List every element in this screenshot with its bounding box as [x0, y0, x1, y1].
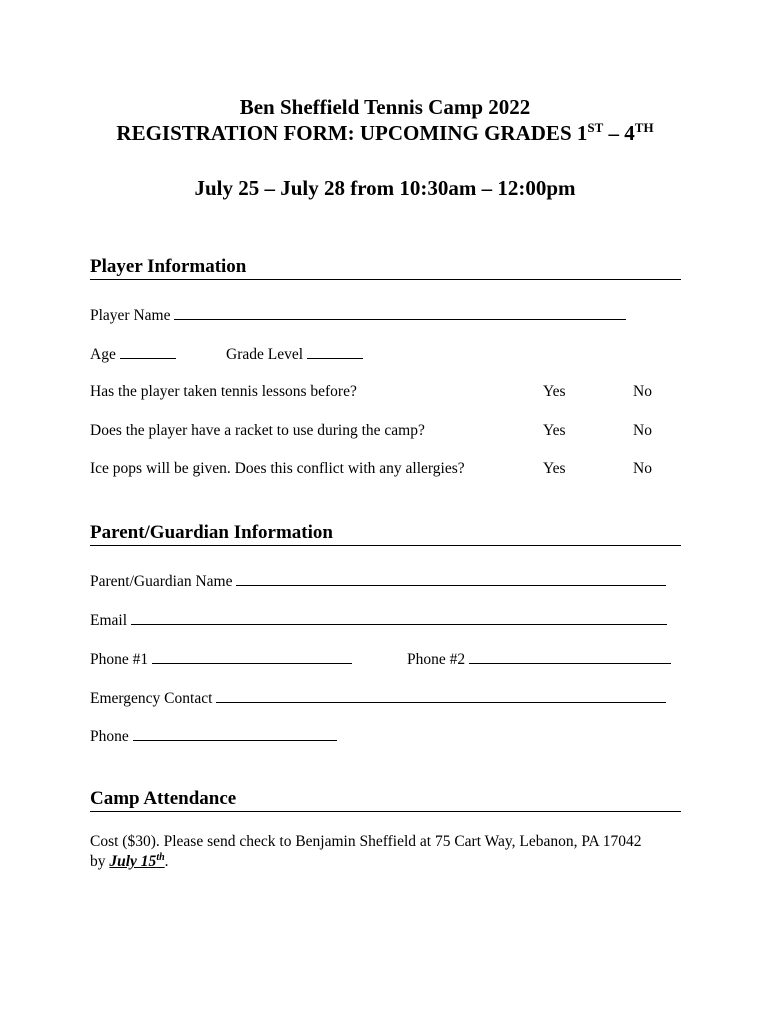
lessons-yes-option[interactable]: Yes [543, 383, 566, 400]
email-row: Email [90, 610, 667, 630]
allergies-no-option[interactable]: No [633, 460, 652, 477]
guardian-name-row: Parent/Guardian Name [90, 571, 666, 591]
emergency-contact-row: Emergency Contact [90, 688, 666, 708]
form-title: REGISTRATION FORM: UPCOMING GRADES 1ST – 4TH [116, 120, 654, 145]
question-allergies: Ice pops will be given. Does this conflict with any allergies? [90, 460, 465, 477]
player-name-field[interactable] [174, 305, 626, 320]
emergency-phone-field[interactable] [133, 726, 337, 741]
camp-title: Ben Sheffield Tennis Camp 2022 [239, 95, 531, 119]
phone2-row: Phone #2 [407, 649, 671, 669]
phone2-field[interactable] [469, 649, 671, 664]
camp-dates: July 25 – July 28 from 10:30am – 12:00pm [194, 176, 576, 200]
guardian-name-field[interactable] [236, 571, 666, 586]
phone1-row: Phone #1 [90, 649, 352, 669]
grade-level-field[interactable] [307, 344, 363, 359]
lessons-no-option[interactable]: No [633, 383, 652, 400]
player-name-row: Player Name [90, 305, 626, 325]
age-row: Age [90, 344, 176, 364]
racket-yes-option[interactable]: Yes [543, 422, 566, 439]
emergency-contact-field[interactable] [216, 688, 666, 703]
grade-row: Grade Level [226, 344, 363, 364]
email-field[interactable] [131, 610, 667, 625]
allergies-yes-option[interactable]: Yes [543, 460, 566, 477]
age-field[interactable] [120, 344, 176, 359]
question-racket: Does the player have a racket to use during the camp? [90, 422, 425, 439]
emergency-phone-row: Phone [90, 726, 337, 746]
cost-instructions: Cost ($30). Please send check to Benjamin Sheffield at 75 Cart Way, Lebanon, PA 17042 by July 15th. [90, 833, 642, 870]
due-date: July 15th [109, 852, 165, 870]
camp-attendance-heading: Camp Attendance [90, 789, 681, 812]
racket-no-option[interactable]: No [633, 422, 652, 439]
phone1-field[interactable] [152, 649, 352, 664]
guardian-info-heading: Parent/Guardian Information [90, 523, 681, 546]
player-info-heading: Player Information [90, 257, 681, 280]
question-lessons: Has the player taken tennis lessons before? [90, 383, 357, 400]
